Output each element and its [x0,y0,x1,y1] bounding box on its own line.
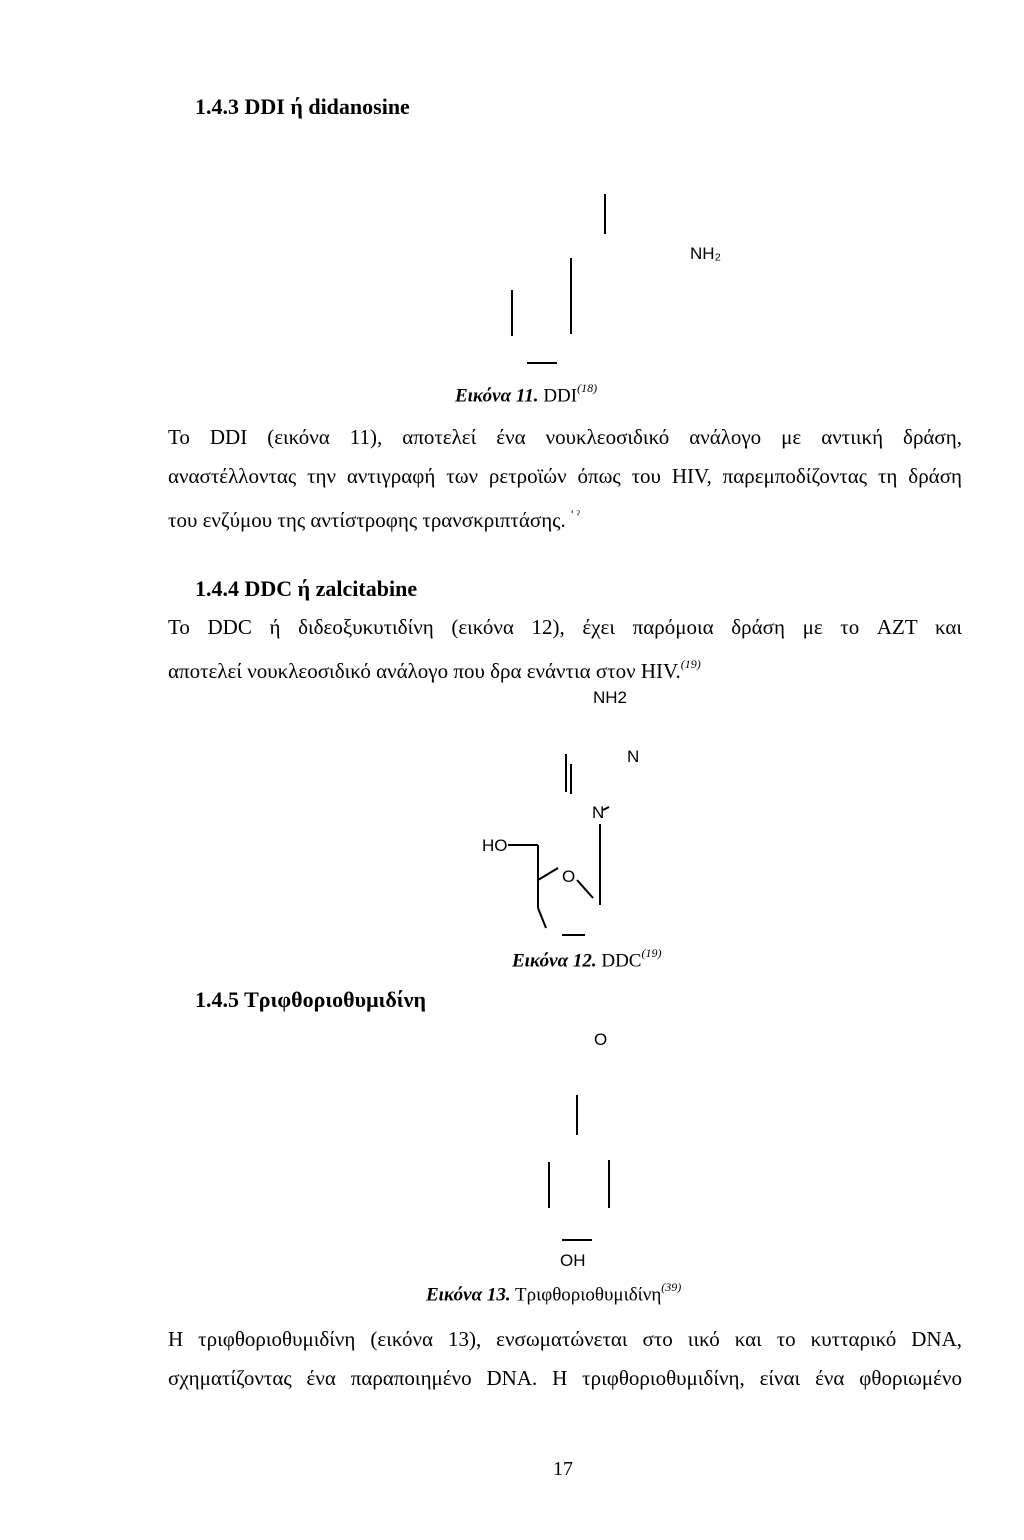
ddc-paragraph [168,612,962,690]
ddc-ho-label: HO [482,836,508,855]
section-heading-trifluorothymidine: 1.4.5 Τριφθοριοθυμιδίνη [195,987,426,1012]
text-line: Το DDI (εικόνα 11), αποτελεί ένα νουκλεοσιδικό ανάλογο με αντιική δράση, [168,425,962,449]
figure-13-caption: Εικόνα 13. Τριφθοριοθυμιδίνη$^{(39)}$ [426,1280,682,1306]
text-line: αποτελεί νουκλεοσιδικό ανάλογο που δρα ενάντια στον HIV.$^{(19)}$ [168,657,701,683]
section-heading-ddi: 1.4.3 DDI ή didanosine [195,94,410,119]
figure-11-caption: Εικόνα 11. DDI$^{(18)}$ [455,381,598,407]
trifluorothymidine-paragraph [168,1324,962,1402]
ddc-n-top-label: N [627,747,640,766]
ddc-n-ring-label: N [592,803,605,822]
tft-oh-label: OH [560,1251,586,1270]
text-line: σχηματίζοντας ένα παραποιημένο DNA. Η τριφθοριοθυμιδίνη, είναι ένα φθοριωμένο [168,1366,962,1390]
section-heading-ddc: 1.4.4 DDC ή zalcitabine [195,576,418,601]
tft-o-label: O [594,1030,608,1049]
figure-12-caption: Εικόνα 12. DDC$^{(19)}$ [512,946,662,972]
ddc-nh2-label: NH2 [593,688,628,707]
text-line: του ενζύμου της αντίστροφης τρανσκριπτάσης. $^{' ˀ}$ [168,507,580,532]
ddi-paragraph [168,422,962,539]
page-number: 17 [553,1458,573,1480]
text-line: Η τριφθοριοθυμιδίνη (εικόνα 13), ενσωματώνεται στο ιικό και το κυτταρικό DNA, [168,1327,962,1351]
reference-mark: (19) [680,657,701,671]
text-line: αναστέλλοντας την αντιγραφή των ρετροϊών όπως του HIV, παρεμποδίζοντας τη δράση [168,464,962,488]
text-line: Το DDC ή διδεοξυκυτιδίνη (εικόνα 12), έχει παρόμοια δράση με το AZT και [168,615,962,639]
reference-mark: ' ˀ [571,507,580,522]
ddi-nh2-label: NH₂ [690,244,722,263]
ddc-bonds [470,730,670,980]
ddc-o-label: O [562,867,576,886]
